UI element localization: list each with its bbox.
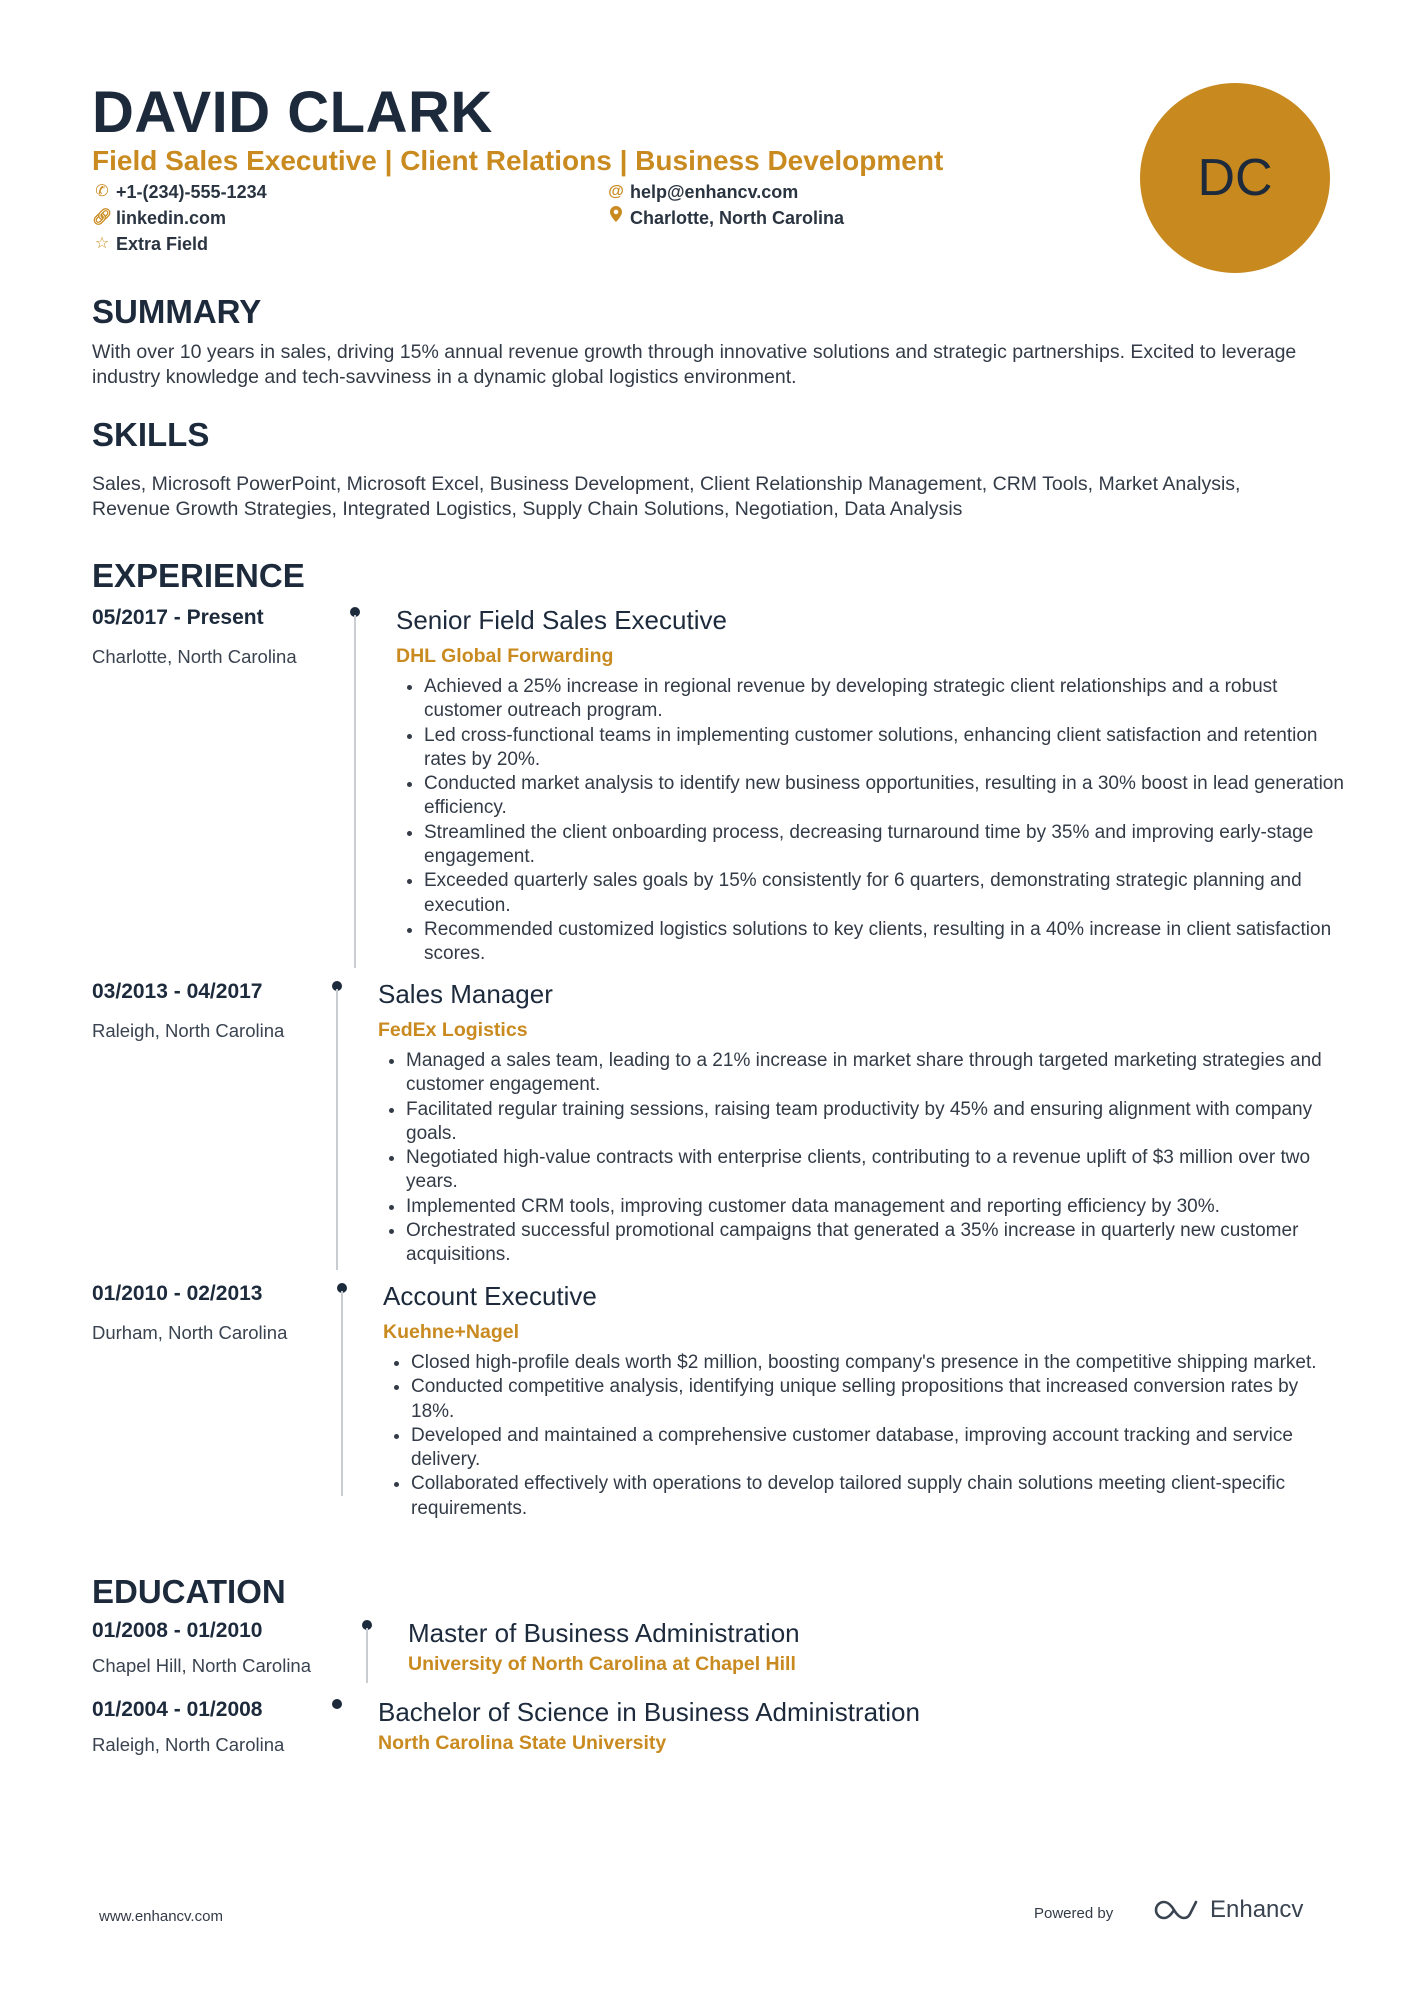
experience-title: Senior Field Sales Executive <box>396 605 727 635</box>
experience-bullets <box>384 1049 1346 1268</box>
education-date: 01/2008 - 01/2010 <box>92 1619 263 1642</box>
education-location: Raleigh, North Carolina <box>92 1734 285 1755</box>
extra-text: Extra Field <box>116 234 209 254</box>
experience-date: 05/2017 - Present <box>92 606 264 629</box>
footer-powered-by: Powered by <box>1034 1905 1114 1922</box>
education-school: University of North Carolina at Chapel Hill <box>408 1653 796 1675</box>
enhancv-logo-icon <box>1152 1898 1200 1922</box>
contact-location <box>606 206 844 230</box>
footer-brand-name: Enhancv <box>1210 1896 1304 1923</box>
contact-phone[interactable] <box>92 180 267 204</box>
bullet: • Closed high-profile deals worth $2 million, boosting company's presence in the competitive shipping market. <box>411 1351 1346 1375</box>
bullet: • Implemented CRM tools, improving customer data management and reporting efficiency by 30%. <box>406 1195 1346 1219</box>
bullet: • Streamlined the client onboarding process, decreasing turnaround time by 35% and improving early-stage engagement. <box>424 821 1346 870</box>
candidate-headline: Field Sales Executive | Client Relations | Business Development <box>92 145 944 176</box>
bullet: • Managed a sales team, leading to a 21% increase in market share through targeted marketing strategies and customer engagement. <box>406 1049 1346 1098</box>
experience-bullets <box>389 1351 1346 1521</box>
bullet: • Conducted competitive analysis, identifying unique selling propositions that increased conversion rates by 18%. <box>411 1375 1346 1424</box>
avatar <box>1140 83 1330 273</box>
location-text: Charlotte, North Carolina <box>630 208 845 228</box>
experience-date: 01/2010 - 02/2013 <box>92 1282 263 1305</box>
bullet: • Collaborated effectively with operations to develop tailored supply chain solutions meeting client-specific requirements. <box>411 1472 1346 1521</box>
experience-title: Account Executive <box>383 1281 597 1311</box>
candidate-name: DAVID CLARK <box>92 80 493 145</box>
timeline-dot <box>332 1699 342 1709</box>
bullet: • Developed and maintained a comprehensive customer database, improving account tracking and service delivery. <box>411 1424 1346 1473</box>
skills-text: Sales, Microsoft PowerPoint, Microsoft Excel, Business Development, Client Relationship Management, CRM Tools, Market Analysis, Revenue Growth Strategies, Integrated Logistics, Supply Chain Solutions, Negotiation, Data Analysis <box>92 473 1241 520</box>
bullet: • Negotiated high-value contracts with enterprise clients, contributing to a revenue uplift of $3 million over two years. <box>406 1146 1346 1195</box>
link-icon: 🔗︎ <box>92 209 113 226</box>
experience-heading: EXPERIENCE <box>92 557 305 594</box>
experience-company: Kuehne+Nagel <box>383 1321 519 1343</box>
education-date: 01/2004 - 01/2008 <box>92 1698 263 1721</box>
experience-location: Durham, North Carolina <box>92 1322 288 1343</box>
timeline-line <box>366 1628 368 1683</box>
bullet: • Achieved a 25% increase in regional revenue by developing strategic client relationships and a robust customer outreach program. <box>424 675 1346 724</box>
bullet: • Facilitated regular training sessions, raising team productivity by 45% and ensuring alignment with company goals. <box>406 1098 1346 1147</box>
summary-heading: SUMMARY <box>92 293 262 330</box>
location-pin-icon <box>606 206 626 230</box>
footer-website-link[interactable]: www.enhancv.com <box>99 1908 223 1925</box>
email-text: help@enhancv.com <box>630 182 799 202</box>
experience-date: 03/2013 - 04/2017 <box>92 980 263 1003</box>
summary-text: With over 10 years in sales, driving 15% annual revenue growth through innovative solutions and strategic partnerships. Excited to leverage industry knowledge and tech-savviness in a dynamic global logistics environment. <box>92 341 1297 388</box>
timeline-line <box>341 1291 343 1496</box>
education-degree: Master of Business Administration <box>408 1618 800 1648</box>
footer-brand-logo[interactable] <box>1152 1896 1303 1924</box>
experience-bullets <box>402 675 1346 967</box>
bullet: • Exceeded quarterly sales goals by 15% consistently for 6 quarters, demonstrating strategic planning and execution. <box>424 869 1346 918</box>
linkedin-text: linkedin.com <box>116 208 227 228</box>
timeline-line <box>336 989 338 1270</box>
education-heading: EDUCATION <box>92 1573 286 1610</box>
experience-title: Sales Manager <box>378 979 553 1009</box>
experience-company: DHL Global Forwarding <box>396 645 614 667</box>
contact-linkedin[interactable] <box>92 206 226 230</box>
contact-email[interactable] <box>606 180 798 204</box>
skills-heading: SKILLS <box>92 416 210 453</box>
experience-location: Charlotte, North Carolina <box>92 646 297 667</box>
education-school: North Carolina State University <box>378 1732 667 1754</box>
phone-icon: ✆ <box>95 183 109 200</box>
experience-company: FedEx Logistics <box>378 1019 528 1041</box>
star-icon: ☆ <box>94 235 110 252</box>
at-icon: @ <box>608 183 624 200</box>
avatar-initials: DC <box>1197 149 1273 207</box>
timeline-line <box>354 615 356 968</box>
education-degree: Bachelor of Science in Business Administration <box>378 1697 920 1727</box>
contact-extra <box>92 232 208 256</box>
education-location: Chapel Hill, North Carolina <box>92 1655 312 1676</box>
experience-location: Raleigh, North Carolina <box>92 1020 285 1041</box>
bullet: • Led cross-functional teams in implementing customer solutions, enhancing client satisfaction and retention rates by 20%. <box>424 724 1346 773</box>
bullet: • Recommended customized logistics solutions to key clients, resulting in a 40% increase in client satisfaction scores. <box>424 918 1346 967</box>
phone-text: +1-(234)-555-1234 <box>116 182 267 202</box>
bullet: • Conducted market analysis to identify new business opportunities, resulting in a 30% boost in lead generation efficiency. <box>424 772 1346 821</box>
bullet: • Orchestrated successful promotional campaigns that generated a 35% increase in quarterly new customer acquisitions. <box>406 1219 1346 1268</box>
